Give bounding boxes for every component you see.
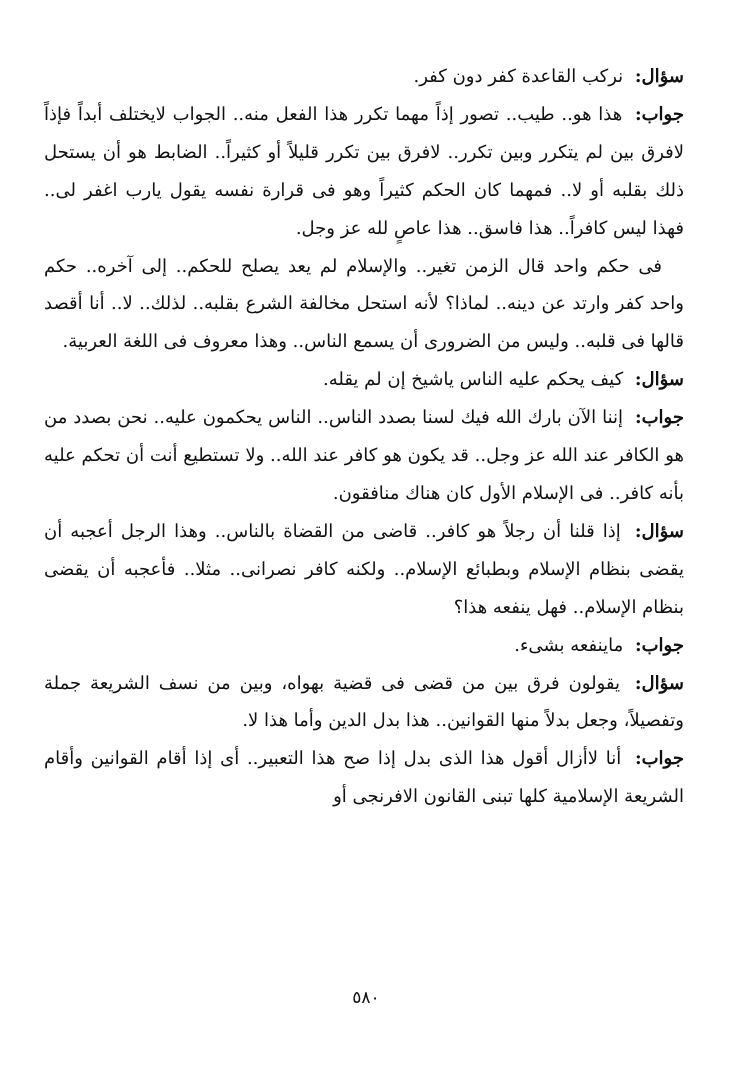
question-label: سؤال: — [634, 369, 684, 391]
paragraph-text: إذا قلنا أن رجلاً هو كافر.. قاضى من القضاة بالناس.. وهذا الرجل أعجبه أن يقضى بنظام الإسلام وبطبائع الإسلام.. ولكنه كافر نصرانى.. مثلا.. فأعجبه أن يقضى بنظام الإسلام.. فهل ينفعه هذا؟ — [44, 520, 684, 618]
question-paragraph — [44, 58, 684, 96]
answer-label: جواب: — [634, 634, 684, 656]
question-paragraph — [44, 665, 684, 741]
question-label: سؤال: — [634, 672, 684, 694]
body-paragraph — [44, 248, 684, 362]
answer-paragraph — [44, 627, 684, 665]
paragraph-text: يقولون فرق بين من قضى فى قضية بهواه، وبين من نسف الشريعة جملة وتفصيلاً، وجعل بدلاً منها القوانين.. هذا بدل الدين وأما هذا لا. — [44, 672, 684, 732]
paragraph-text: نركب القاعدة كفر دون كفر. — [413, 66, 624, 87]
answer-paragraph — [44, 740, 684, 816]
paragraph-text: هذا هو.. طيب.. تصور إذاً مهما تكرر هذا الفعل منه.. الجواب لايختلف أبداً فإذاً لافرق بين لم يتكرر وبين تكرر.. لافرق بين تكرر قليلاً أو كثيراً.. الضابط هو أن يستحل ذلك بقلبه أو لا.. فمهما كان الحكم كثيراً وهو فى قرارة نفسه يقول يارب اغفر لى.. فهذا ليس كافراً.. هذا فاسق.. هذا عاصٍ لله عز وجل. — [44, 103, 684, 239]
page-number: ٥٨٠ — [352, 988, 380, 1008]
paragraph-text: ماينفعه بشىء. — [514, 634, 624, 656]
answer-label: جواب: — [634, 748, 684, 770]
paragraph-text: أنا لاأزال أقول هذا الذى بدل إذا صح هذا التعبير.. أى إذا أقام القوانين وأقام الشريعة الإسلامية كلها تبنى القانون الافرنجى أو — [44, 748, 684, 808]
page-body — [44, 58, 684, 958]
question-label: سؤال: — [634, 520, 684, 542]
answer-label: جواب: — [634, 103, 684, 125]
question-label: سؤال: — [634, 66, 684, 87]
paragraph-text: فى حكم واحد قال الزمن تغير.. والإسلام لم يعد يصلح للحكم.. إلى آخره.. حكم واحد كفر وارتد عن دينه.. لماذا؟ لأنه استحل مخالفة الشرع بقلبه.. لذلك.. لا.. أنا أقصد قالها فى قلبه.. وليس من الضرورى أن يسمع الناس.. وهذا معروف فى اللغة العربية. — [44, 255, 684, 353]
question-paragraph — [44, 513, 684, 627]
question-paragraph — [44, 361, 684, 399]
answer-label: جواب: — [634, 407, 684, 429]
paragraph-text: كيف يحكم عليه الناس ياشيخ إن لم يقله. — [323, 369, 624, 391]
answer-paragraph — [44, 96, 684, 248]
answer-paragraph — [44, 399, 684, 513]
paragraph-text: إننا الآن بارك الله فيك لسنا بصدد الناس.. الناس يحكمون عليه.. نحن بصدد من هو الكافر عند الله عز وجل.. قد يكون هو كافر عند الله.. ولا تستطيع أنت أن تحكم عليه بأنه كافر.. فى الإسلام الأول كان هناك منافقون. — [44, 407, 684, 504]
